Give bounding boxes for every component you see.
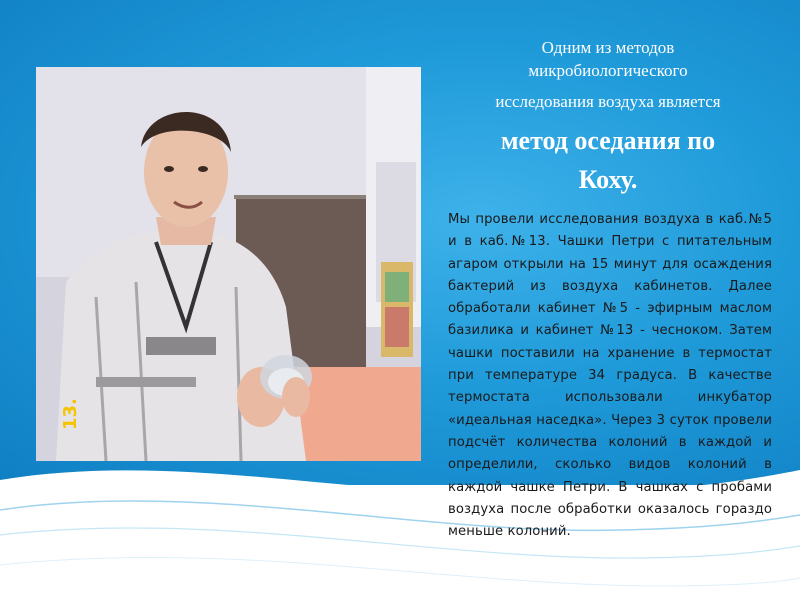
photo-date-stamp: 13. xyxy=(60,398,81,430)
title-emphasis-line-1: метод оседания по xyxy=(500,126,716,155)
title-emphasis-line-2: Коху. xyxy=(578,165,638,194)
student-photo xyxy=(36,67,421,461)
title-line-2: микробиологического xyxy=(528,61,688,80)
body-paragraph: Мы провели исследования воздуха в каб.№5 и в каб.№13. Чашки Петри с питательным агаром открыли на 15 минут для осаждения бактерий из воздуха кабинетов. Далее обработали кабинет №5 - эфирным маслом базилика и кабинет №13 - чесноком. Затем чашки поставили на хранение в термостат при температуре 34 градуса. В качестве термостата использовали инкубатор «идеальная наседка». Через 3 суток провели подсчёт количества колоний в каждой и определили, сколько видов колоний в каждой чашке Петри. В чашках с пробами воздуха после обработки оказалось гораздо меньше колоний. xyxy=(448,212,772,540)
title-line-1: Одним из методов xyxy=(541,38,675,57)
title-line-3: исследования воздуха является xyxy=(495,92,721,111)
